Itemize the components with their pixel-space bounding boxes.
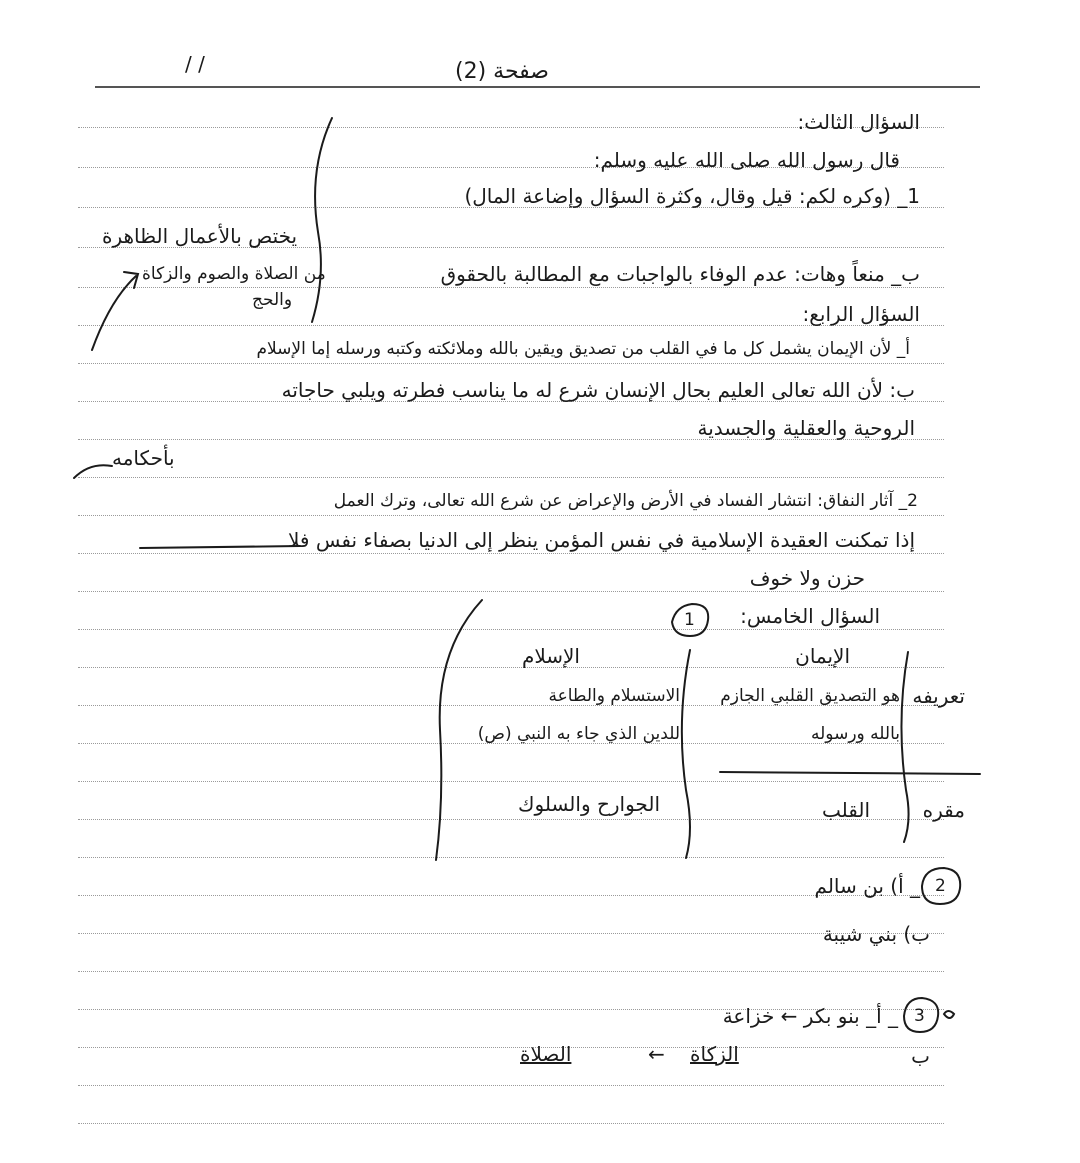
q3-margin-note: يختص بالأعمال الظاهرة: [102, 224, 298, 248]
part3-b-arrow: ←: [648, 1042, 665, 1066]
q5-title: السؤال الخامس:: [740, 604, 880, 628]
q4-title: السؤال الرابع:: [802, 302, 920, 326]
table-divider: [682, 650, 690, 858]
table-row-definition: تعريفه: [912, 684, 965, 708]
margin-arrow: [92, 272, 138, 350]
table-header-islam: الإسلام: [521, 644, 580, 668]
q5-ink-dot: [944, 1011, 954, 1018]
q3-intro: قال رسول الله صلى الله عليه وسلم:: [593, 148, 900, 172]
q3-margin-note: من الصلاة والصوم والزكاة: [142, 264, 326, 284]
q4-item-b: ب: لأن الله تعالى العليم بحال الإنسان شرع له ما يناسب فطرته ويلبي حاجاته: [281, 378, 915, 402]
q4-item-2: 2_ آثار النفاق: انتشار الفساد في الأرض والإعراض عن شرع الله تعالى، وترك العمل: [333, 491, 918, 511]
table-header-iman: الإيمان: [795, 644, 850, 668]
q4-item-b: الروحية والعقلية والجسدية: [697, 416, 915, 440]
table-row-place: مقره: [922, 798, 965, 822]
q3-item-2: ب_ منعاً وهات: عدم الوفاء بالواجبات مع المطالبة بالحقوق: [440, 262, 920, 286]
q4-item-2: إذا تمكنت العقيدة الإسلامية في نفس المؤمن ينظر إلى الدنيا بصفاء نفس فلا: [287, 528, 915, 552]
definition-islam: الاستسلام والطاعة: [548, 686, 680, 706]
page-label: صفحة (2): [455, 59, 549, 84]
q3-item-1: 1_ (وكره لكم: قيل وقال، وكثرة السؤال وإضاعة المال): [464, 184, 920, 208]
margin-bracket: [312, 118, 332, 322]
q3-title: السؤال الثالث:: [797, 110, 920, 134]
definition-islam: للدين الذي جاء به النبي (ص): [477, 724, 680, 744]
place-iman: القلب: [821, 798, 870, 822]
part2-a: _ أ) بن سالم: [814, 874, 920, 898]
q3-margin-note: والحج: [252, 290, 293, 310]
q4-insert-note: بأحكامه: [112, 446, 175, 470]
place-islam: الجوارح والسلوك: [518, 792, 660, 816]
table-bracket: [436, 600, 482, 860]
underline-stroke: [140, 546, 300, 548]
date-marks: / /: [185, 52, 205, 76]
part3-b-salah: الصلاة: [520, 1042, 572, 1066]
part3-b-label: ب: [911, 1044, 930, 1068]
table-row-line: [720, 772, 980, 774]
part3-b-zakah: الزكاة: [690, 1042, 739, 1066]
table-divider: [901, 652, 908, 842]
definition-iman: بالله ورسوله: [811, 724, 900, 744]
part3-number: 3: [914, 1006, 925, 1026]
part2-b: ب) بني شيبة: [822, 922, 930, 946]
definition-iman: هو التصديق القلبي الجازم: [720, 686, 900, 706]
q4-item-2: حزن ولا خوف: [749, 566, 865, 590]
q4-item-a: أ_ لأن الإيمان يشمل كل ما في القلب من تصديق ويقين بالله وملائكته وكتبه ورسله إما الإسلام: [256, 339, 910, 359]
part2-number: 2: [935, 876, 946, 896]
insert-caret: [74, 465, 112, 478]
part3-a: _ أ_ بنو بكر ← خزاعة: [722, 1004, 898, 1028]
q5-number: 1: [684, 610, 695, 630]
